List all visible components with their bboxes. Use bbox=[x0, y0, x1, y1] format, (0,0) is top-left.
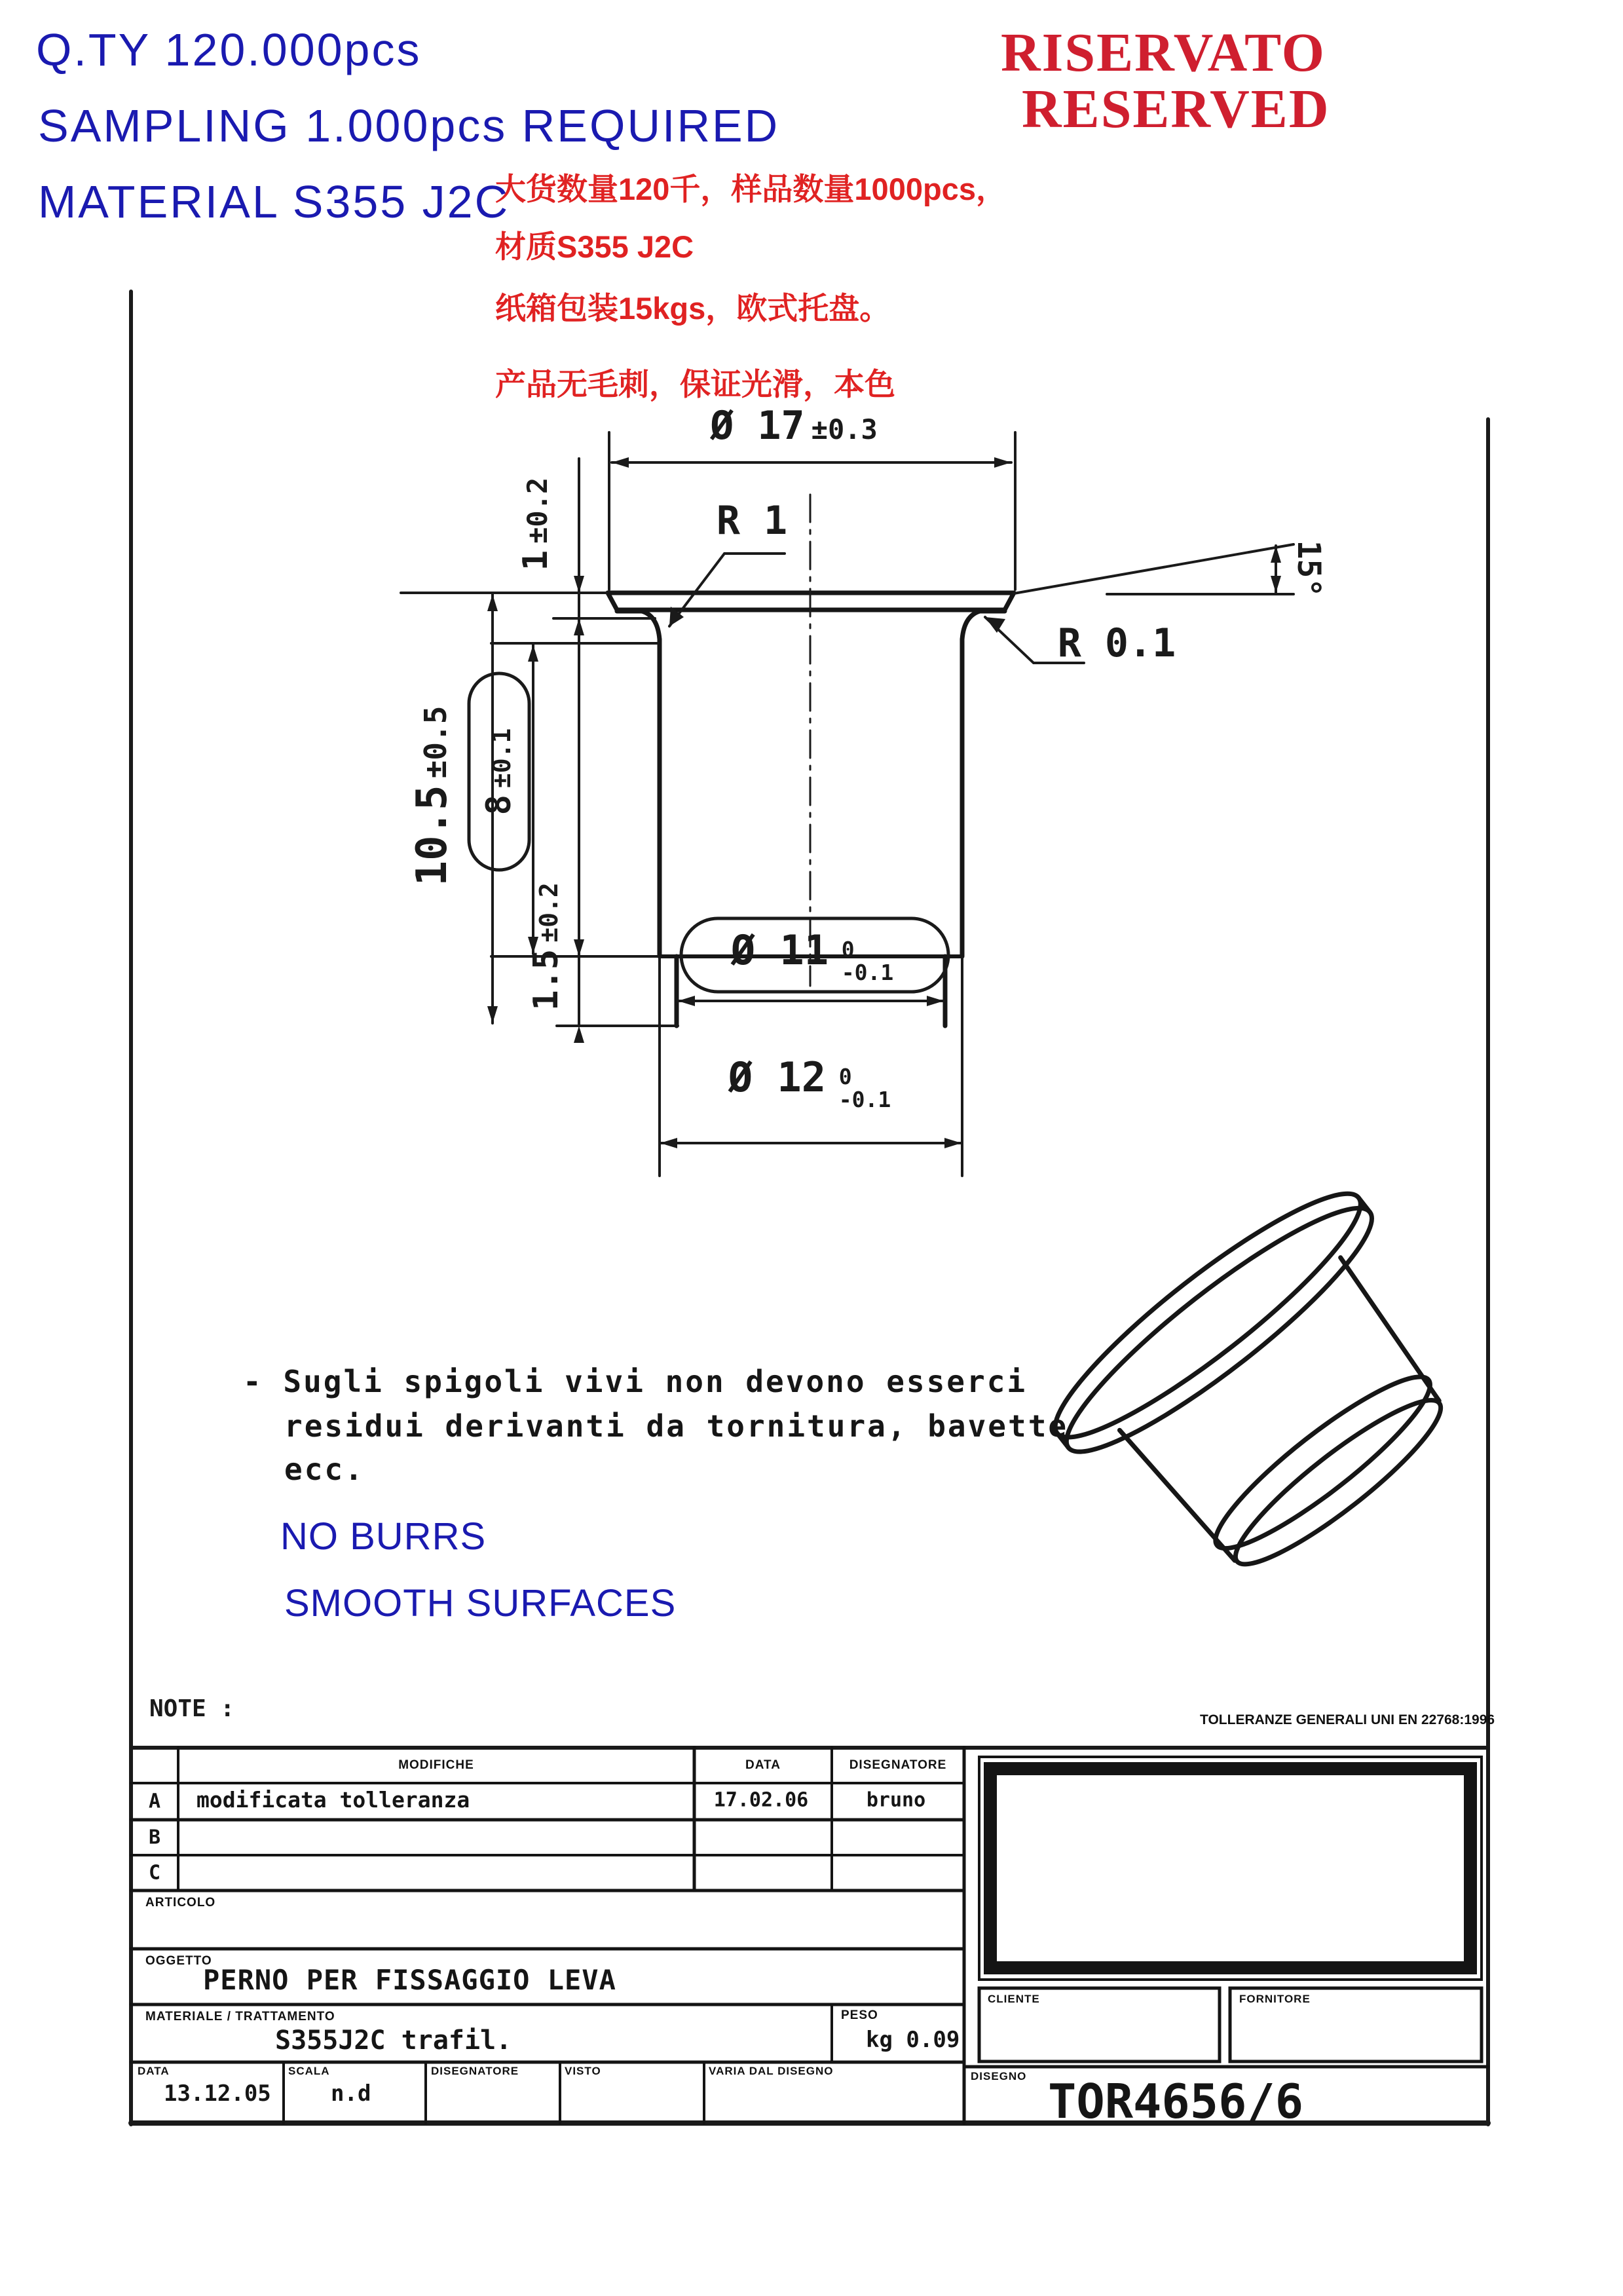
dim-angle-15deg: 15° bbox=[1290, 540, 1327, 597]
oggetto-label: OGGETTO bbox=[145, 1954, 212, 1968]
italian-note-line3: ecc. bbox=[284, 1452, 365, 1487]
visto-label: VISTO bbox=[565, 2065, 601, 2077]
materiale-value: S355J2C trafil. bbox=[275, 2025, 512, 2056]
cliente-label: CLIENTE bbox=[988, 1993, 1040, 2005]
disegnatore-label: DISEGNATORE bbox=[431, 2065, 519, 2077]
chinese-note-line1: 大货数量120千，样品数量1000pcs， bbox=[495, 172, 1007, 206]
chinese-note-line3: 纸箱包装15kgs，欧式托盘。 bbox=[495, 291, 891, 326]
dim-diameter-17: Ø 17 ±0.3 bbox=[710, 403, 878, 449]
dim-diameter-12: Ø 12 0 -0.1 bbox=[728, 1053, 891, 1112]
no-burrs-note: NO BURRS bbox=[280, 1515, 487, 1558]
articolo-label: ARTICOLO bbox=[145, 1896, 216, 1910]
peso-value: kg 0.09 bbox=[866, 2027, 960, 2053]
dim-flange-thickness: 1±0.2 bbox=[516, 477, 555, 571]
varia-dal-disegno-label: VARIA DAL DISEGNO bbox=[709, 2065, 834, 2077]
watermark-reserved: RESERVED bbox=[1022, 79, 1330, 140]
chinese-note-line4: 产品无毛刺，保证光滑，本色 bbox=[495, 367, 895, 402]
part-3d-sketch bbox=[1033, 1167, 1506, 1621]
general-tolerance-note: TOLLERANZE GENERALI UNI EN 22768:1996 bbox=[1200, 1712, 1495, 1727]
dim-radius-0-1: R 0.1 bbox=[1057, 620, 1176, 666]
revision-letter: C bbox=[148, 1861, 161, 1885]
revision-date: 17.02.06 bbox=[713, 1788, 809, 1812]
peso-label: PESO bbox=[841, 2008, 878, 2022]
dim-diameter-11: Ø 11 0 -0.1 bbox=[730, 926, 894, 985]
column-header-data: DATA bbox=[745, 1758, 781, 1772]
revision-author: bruno bbox=[866, 1788, 926, 1812]
chinese-note-line2: 材质S355 J2C bbox=[495, 229, 694, 264]
data-label: DATA bbox=[138, 2065, 170, 2077]
dimension-arrowheads bbox=[487, 457, 1281, 1148]
note-label: NOTE : bbox=[149, 1695, 235, 1722]
dim-body-height: 8±0.1 bbox=[479, 728, 519, 816]
scala-label: SCALA bbox=[288, 2065, 330, 2077]
materiale-label: MATERIALE / TRATTAMENTO bbox=[145, 2010, 335, 2023]
revision-letter: B bbox=[148, 1826, 161, 1849]
column-header-modifiche: MODIFICHE bbox=[398, 1758, 474, 1772]
data-value: 13.12.05 bbox=[164, 2080, 271, 2107]
fornitore-label: FORNITORE bbox=[1239, 1993, 1311, 2005]
revision-description: modificata tolleranza bbox=[196, 1787, 470, 1813]
qty-annotation: Q.TY 120.000pcs bbox=[36, 24, 422, 75]
watermark-riservato: RISERVATO bbox=[1001, 22, 1326, 83]
sampling-annotation: SAMPLING 1.000pcs REQUIRED bbox=[38, 100, 780, 151]
logo-box bbox=[990, 1769, 1470, 1968]
material-annotation: MATERIAL S355 J2C bbox=[38, 176, 510, 227]
italian-note-line2: residui derivanti da tornitura, bavette bbox=[284, 1408, 1069, 1444]
smooth-surfaces-note: SMOOTH SURFACES bbox=[284, 1582, 677, 1625]
disegno-number: TOR4656/6 bbox=[1048, 2074, 1304, 2129]
revision-letter: A bbox=[148, 1790, 161, 1813]
italian-note-line1: - Sugli spigoli vivi non devono esserci bbox=[243, 1364, 1028, 1399]
dim-tip-height: 1.5±0.2 bbox=[527, 882, 566, 1011]
oggetto-value: PERNO PER FISSAGGIO LEVA bbox=[203, 1964, 616, 1996]
disegno-label: DISEGNO bbox=[971, 2070, 1027, 2082]
scala-value: n.d bbox=[331, 2080, 371, 2107]
column-header-disegnatore: DISEGNATORE bbox=[849, 1758, 947, 1772]
dim-radius-1: R 1 bbox=[716, 498, 788, 544]
dim-total-height: 10.5±0.5 bbox=[408, 706, 457, 886]
